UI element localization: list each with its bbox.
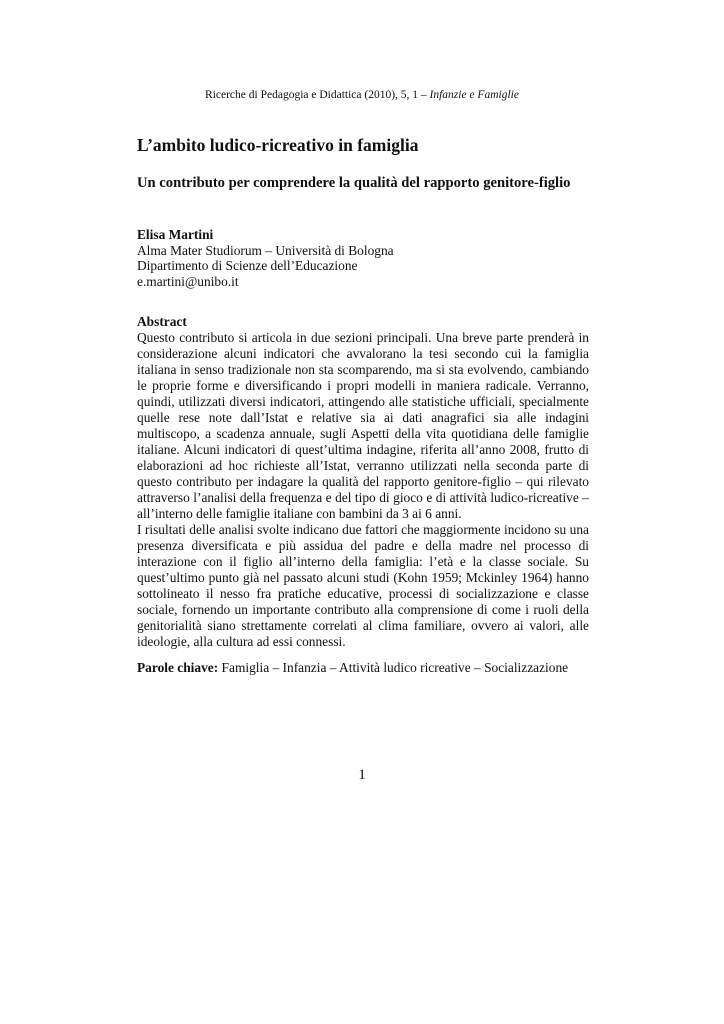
author-block xyxy=(137,227,589,289)
article-title: L’ambito ludico-ricreativo in famiglia xyxy=(137,135,419,155)
keywords-label: Parole chiave: xyxy=(137,660,219,675)
author-name: Elisa Martini xyxy=(137,227,214,242)
keywords xyxy=(137,660,589,676)
article-subtitle: Un contributo per comprendere la qualità del rapporto genitore-figlio xyxy=(137,175,571,191)
author-affiliation-university: Alma Mater Studiorum – Università di Bologna xyxy=(137,242,394,258)
running-header xyxy=(0,88,724,102)
author-email: e.martini@unibo.it xyxy=(137,273,239,289)
page-number: 1 xyxy=(358,767,366,783)
abstract-body xyxy=(137,330,589,650)
abstract-heading: Abstract xyxy=(137,314,187,329)
abstract-paragraph: Questo contributo si articola in due sezioni principali. Una breve parte prenderà in considerazione alcuni indicatori che avvalorano la tesi secondo cui la famiglia italiana in senso tradizionale non sta scomparendo, ma si sta evolvendo, cambiando le proprie forme e diversificando i propri modelli in maniera radicale. Verranno, quindi, utilizzati diversi indicatori, attingendo alle statistiche ufficiali, specialmente quelle rese note dall’Istat e relative sia ai dati anagrafici sia alle indagini multiscopo, a scadenza annuale, sugli Aspetti della vita quotidiana delle famiglie italiane. Alcuni indicatori di quest’ultima indagine, riferita all’anno 2008, frutto di elaborazioni ad hoc richieste all’Istat, verranno utilizzati nella seconda parte di questo contributo per indagare la qualità del rapporto genitore-figlio – qui rilevato attraverso l’analisi della frequenza e del tipo di gioco e di attività ludico-ricreative – all’interno delle famiglie italiane con bambini da 3 ai 6 anni. xyxy=(137,330,589,521)
journal-section: Infanzie e Famiglie xyxy=(429,89,519,101)
keywords-value: Famiglia – Infanzia – Attività ludico ricreative – Socializzazione xyxy=(221,660,569,675)
journal-citation: Ricerche di Pedagogia e Didattica (2010), 5, 1 – xyxy=(205,89,430,101)
abstract-paragraph: I risultati delle analisi svolte indicano due fattori che maggiormente incidono su una presenza diversificata e più assidua del padre e della madre nel processo di interazione con il figlio all’interno della famiglia: l’età e la classe sociale. Su quest’ultimo punto già nel passato alcuni studi (Kohn 1959; Mckinley 1964) hanno sottolineato il nesso fra pratiche educative, processi di socializzazione e classe sociale, fornendo un importante contributo alla comprensione di come i ruoli della genitorialità siano strettamente correlati al clima familiare, ovvero ai valori, alle ideologie, alla cultura ad essi connessi. xyxy=(137,522,589,649)
author-affiliation-department: Dipartimento di Scienze dell’Educazione xyxy=(137,258,358,274)
